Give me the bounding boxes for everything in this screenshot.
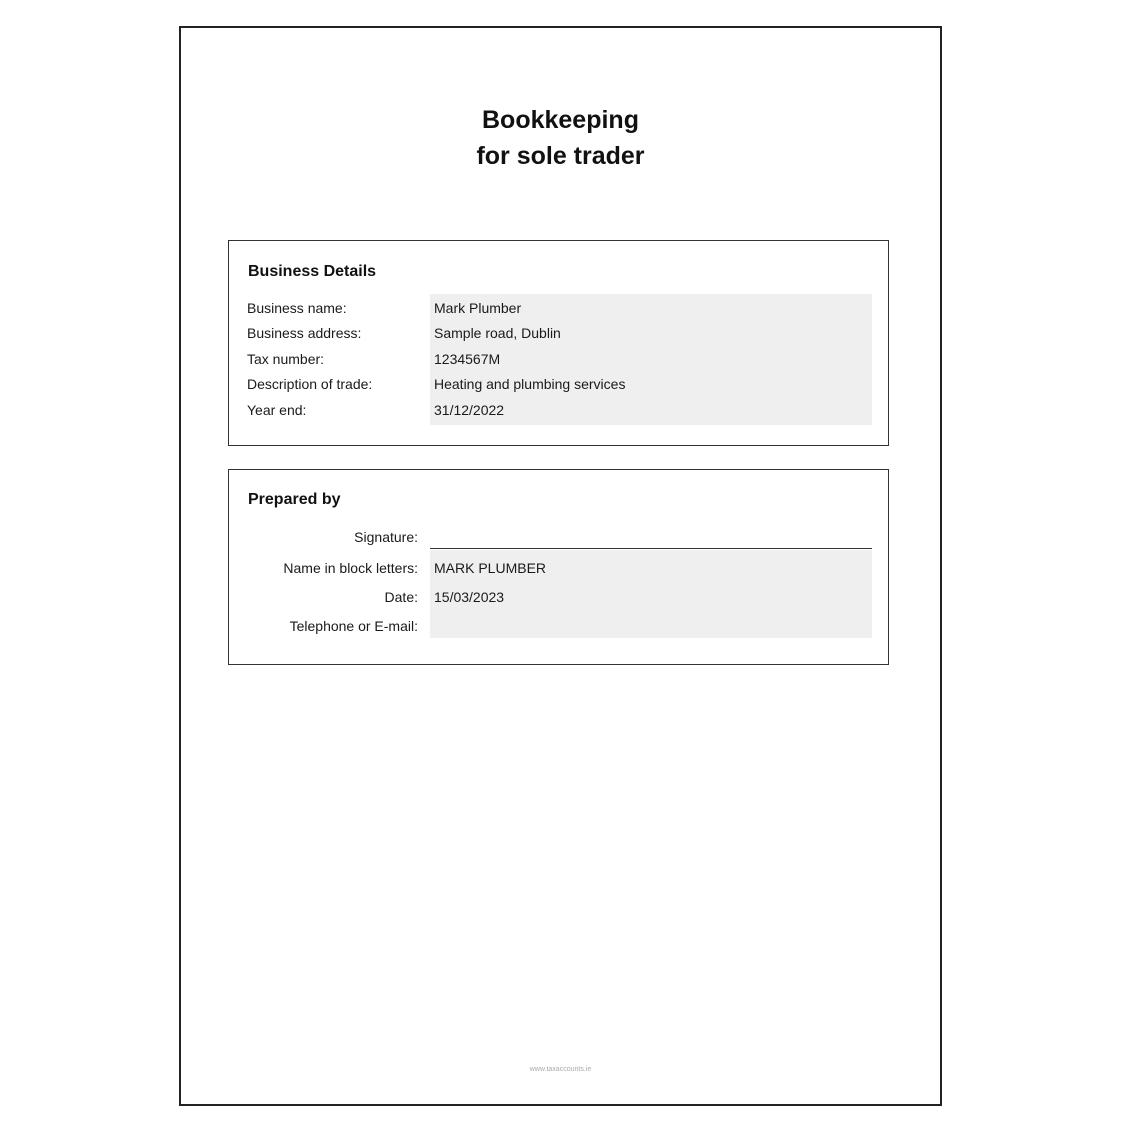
business-name-label: Business name:: [247, 300, 347, 316]
business-address-value[interactable]: Sample road, Dublin: [434, 325, 561, 341]
contact-row: [229, 615, 888, 637]
business-details-heading: Business Details: [248, 263, 377, 280]
date-value[interactable]: 15/03/2023: [434, 589, 505, 605]
year-end-label: Year end:: [247, 402, 307, 418]
footer-website: www.taxaccounts.ie: [529, 1066, 592, 1073]
trade-description-value[interactable]: Heating and plumbing services: [434, 376, 626, 392]
document-page: [179, 26, 942, 1106]
tax-number-label: Tax number:: [247, 351, 325, 367]
business-details-section: [228, 240, 889, 446]
business-name-value[interactable]: Mark Plumber: [434, 300, 522, 316]
business-name-row: [229, 297, 888, 319]
business-address-label: Business address:: [247, 325, 362, 341]
date-row: [229, 586, 888, 608]
contact-label: Telephone or E-mail:: [289, 618, 418, 634]
tax-number-row: [229, 348, 888, 370]
signature-label: Signature:: [354, 529, 418, 545]
document-title: [181, 102, 940, 174]
signature-line[interactable]: [430, 548, 872, 549]
trade-description-label: Description of trade:: [247, 376, 373, 392]
title-line-2: for sole trader: [476, 142, 645, 170]
tax-number-value[interactable]: 1234567M: [434, 351, 501, 367]
year-end-value[interactable]: 31/12/2022: [434, 402, 505, 418]
signature-row: [229, 526, 888, 548]
business-address-row: [229, 322, 888, 344]
block-letters-name-label: Name in block letters:: [283, 560, 418, 576]
block-letters-name-row: [229, 557, 888, 579]
prepared-by-section: [228, 469, 889, 665]
year-end-row: [229, 399, 888, 421]
prepared-by-heading: Prepared by: [248, 491, 341, 508]
date-label: Date:: [384, 589, 418, 605]
trade-description-row: [229, 373, 888, 395]
title-line-1: Bookkeeping: [482, 106, 639, 134]
block-letters-name-value[interactable]: MARK PLUMBER: [434, 560, 547, 576]
